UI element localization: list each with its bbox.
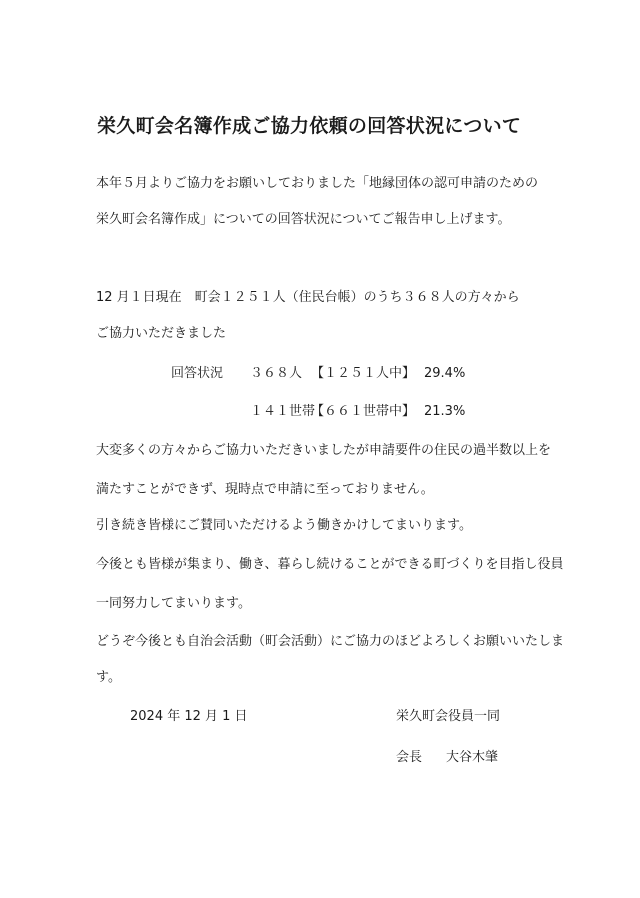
- response-households: １４１世帯: [250, 404, 316, 419]
- status-intro-line-2: ご協力いただきました: [96, 326, 227, 341]
- document-date: 2024 年 12 月 1 日: [130, 709, 248, 724]
- body-line-3: 引き続き皆様にご賛同いただけるよう働きかけしてまいります。: [96, 518, 472, 533]
- intro-line-2: 栄久町会名簿作成」についての回答状況についてご報告申し上げます。: [96, 212, 511, 227]
- response-households-rate: 21.3%: [424, 404, 466, 419]
- body-line-7: す。: [96, 670, 121, 685]
- body-line-5: 一同努力してまいります。: [96, 596, 251, 611]
- body-line-1: 大変多くの方々からご協力いただきいましたが申請要件の住民の過半数以上を: [96, 443, 552, 458]
- response-label: 回答状況: [171, 366, 224, 381]
- body-line-6: どうぞ今後とも自治会活動（町会活動）にご協力のほどよろしくお願いいたしま: [96, 634, 565, 649]
- intro-line-1: 本年５月よりご協力をお願いしておりました「地縁団体の認可申請のための: [96, 176, 539, 191]
- signature-name: 大谷木肇: [446, 750, 499, 765]
- document-title: 栄久町会名簿作成ご協力依頼の回答状況について: [97, 115, 522, 137]
- body-line-2: 満たすことができず、現時点で申請に至っておりません。: [96, 482, 434, 497]
- status-intro-line-1: 12 月１日現在 町会１２５１人（住民台帳）のうち３６８人の方々から: [96, 290, 520, 305]
- response-persons: ３６８人: [250, 366, 303, 381]
- response-persons-total: 【１２５１人中】: [311, 366, 416, 381]
- body-line-4: 今後とも皆様が集まり、働き、暮らし続けることができる町づくりを目指し役員: [96, 557, 564, 572]
- response-persons-rate: 29.4%: [424, 366, 466, 381]
- signature-role: 会長: [396, 750, 423, 765]
- response-households-total: 【６６１世帯中】: [311, 404, 416, 419]
- signature-org: 栄久町会役員一同: [396, 709, 501, 724]
